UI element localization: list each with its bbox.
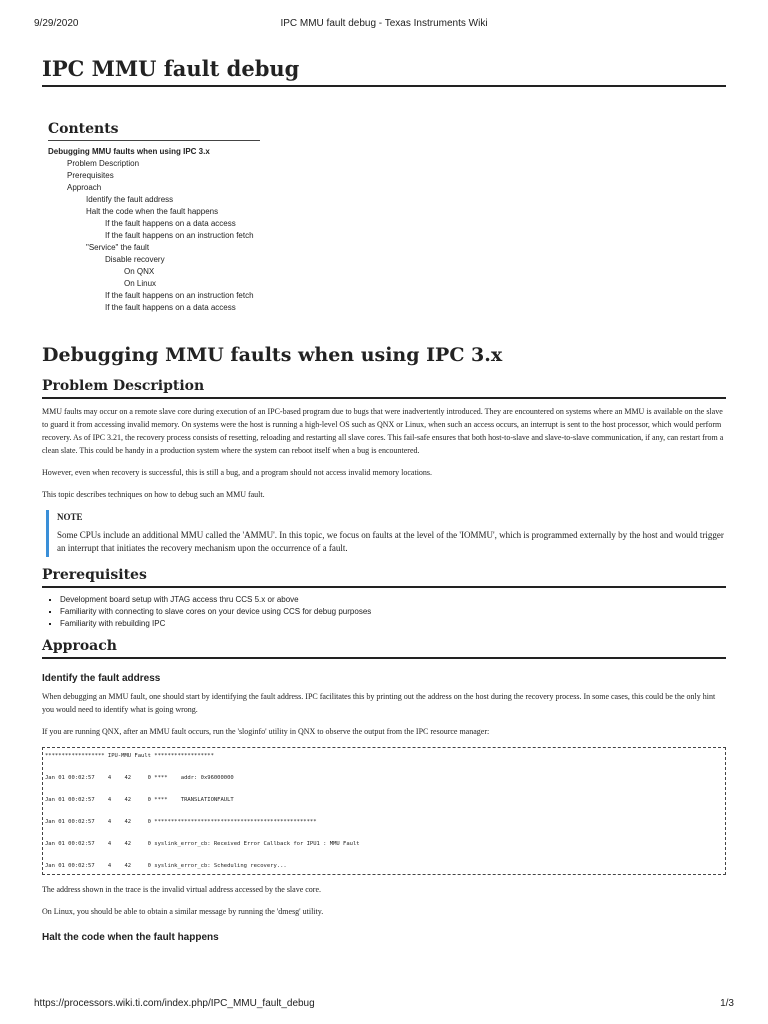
print-header	[34, 18, 734, 32]
approach-paragraph-3: The address shown in the trace is the invalid virtual address accessed by the slave core.	[42, 885, 322, 894]
sloginfo-code-block: ****************** IPU-MMU Fault ****************** Jan 01 00:02:57 4 42 0 **** addr: 0x96000000 Jan 01 00:02:57 4 42 0 **** TRANSLATIONFAULT Jan 01 00:02:57 4 42 0 ************************************************* Jan 01 00:02:57 4 42 0 syslink_error_cb: Received Error Callback for IPU1 : MMU Fault Jan 01 00:02:57 4 42 0 syslink_error_cb: Scheduling recovery...	[42, 747, 726, 875]
print-page-title: IPC MMU fault debug - Texas Instruments Wiki	[280, 18, 488, 29]
problem-paragraph-2: However, even when recovery is successful, this is still a bug, and a program should not access invalid memory locations.	[42, 468, 433, 477]
list-item: ▪ Familiarity with connecting to slave cores on your device using CCS for debug purposes	[60, 606, 726, 618]
toc-link[interactable]: Prerequisites	[67, 171, 114, 180]
page-url: https://processors.wiki.ti.com/index.php/IPC_MMU_fault_debug	[34, 998, 315, 1009]
table-of-contents	[48, 121, 260, 314]
toc-link[interactable]: If the fault happens on an instruction fetch	[105, 291, 254, 300]
toc-list	[48, 146, 260, 314]
toc-link[interactable]: If the fault happens on an instruction fetch	[105, 231, 254, 240]
toc-link[interactable]: Debugging MMU faults when using IPC 3.x	[48, 147, 210, 156]
print-footer	[34, 998, 734, 1012]
toc-link[interactable]: Disable recovery	[105, 255, 165, 264]
toc-link[interactable]: If the fault happens on a data access	[105, 303, 236, 312]
page-number: 1/3	[720, 998, 734, 1009]
list-item: ▪ Familiarity with rebuilding IPC	[60, 618, 726, 630]
approach-paragraph-2: If you are running QNX, after an MMU fault occurs, run the 'sloginfo' utility in QNX to observe the output from the IPC resource manager:	[42, 727, 490, 736]
problem-description-heading: Problem Description	[42, 378, 726, 399]
halt-code-heading: Halt the code when the fault happens	[42, 932, 219, 943]
identify-fault-heading: Identify the fault address	[42, 673, 161, 684]
toc-link[interactable]: On QNX	[124, 267, 155, 276]
page-title: IPC MMU fault debug	[42, 56, 726, 87]
approach-heading: Approach	[42, 638, 726, 659]
note-text: Some CPUs include an additional MMU called the 'AMMU'. In this topic, we focus on faults at the level of the 'IOMMU', which is programmed externally by the host and would trigger an interrupt that initiates the recovery mechanism upon the occurrence of a fault.	[57, 530, 724, 553]
list-item: ▪ Development board setup with JTAG access thru CCS 5.x or above	[60, 594, 726, 606]
print-date: 9/29/2020	[34, 18, 79, 29]
problem-paragraph-3: This topic describes techniques on how to debug such an MMU fault.	[42, 490, 265, 499]
approach-paragraph-1: When debugging an MMU fault, one should start by identifying the fault address. IPC facilitates this by printing out the address on the host during the recovery process. In some cases, this could be the only hint you would need to identify what is going wrong.	[42, 692, 716, 714]
prerequisites-heading: Prerequisites	[42, 567, 726, 588]
toc-link[interactable]: "Service" the fault	[86, 243, 150, 252]
toc-link[interactable]: Approach	[67, 183, 102, 192]
main-section-heading: Debugging MMU faults when using IPC 3.x	[42, 344, 503, 366]
toc-link[interactable]: On Linux	[124, 279, 157, 288]
note-box	[46, 510, 726, 557]
toc-link[interactable]: Identify the fault address	[86, 195, 174, 204]
problem-paragraph-1: MMU faults may occur on a remote slave core during execution of an IPC-based program due to bugs that were inadvertently introduced. They are encountered on systems where an MMU is available on the slave to guard it from accessing invalid memory. On systems were the host is running a high-level OS such as QNX or Linux, when such an access occurs, an interrupt is sent to the host processor, which would perform recovery. As of IPC 3.21, the recovery process consists of resetting, reloading and restarting all slave cores. This fail-safe ensures that both host-to-slave and slave-to-slave communication, if any, can restart from a clean slate. This could be handy in a production system where the system can reboot itself when a bug is encountered.	[42, 407, 724, 455]
article-content	[42, 56, 726, 949]
toc-title: Contents	[48, 121, 260, 141]
toc-link[interactable]: If the fault happens on a data access	[105, 219, 236, 228]
note-title: NOTE	[57, 512, 83, 522]
approach-paragraph-4: On Linux, you should be able to obtain a similar message by running the 'dmesg' utility.	[42, 907, 324, 916]
toc-link[interactable]: Problem Description	[67, 159, 140, 168]
prerequisites-list	[42, 594, 726, 630]
toc-link[interactable]: Halt the code when the fault happens	[86, 207, 219, 216]
